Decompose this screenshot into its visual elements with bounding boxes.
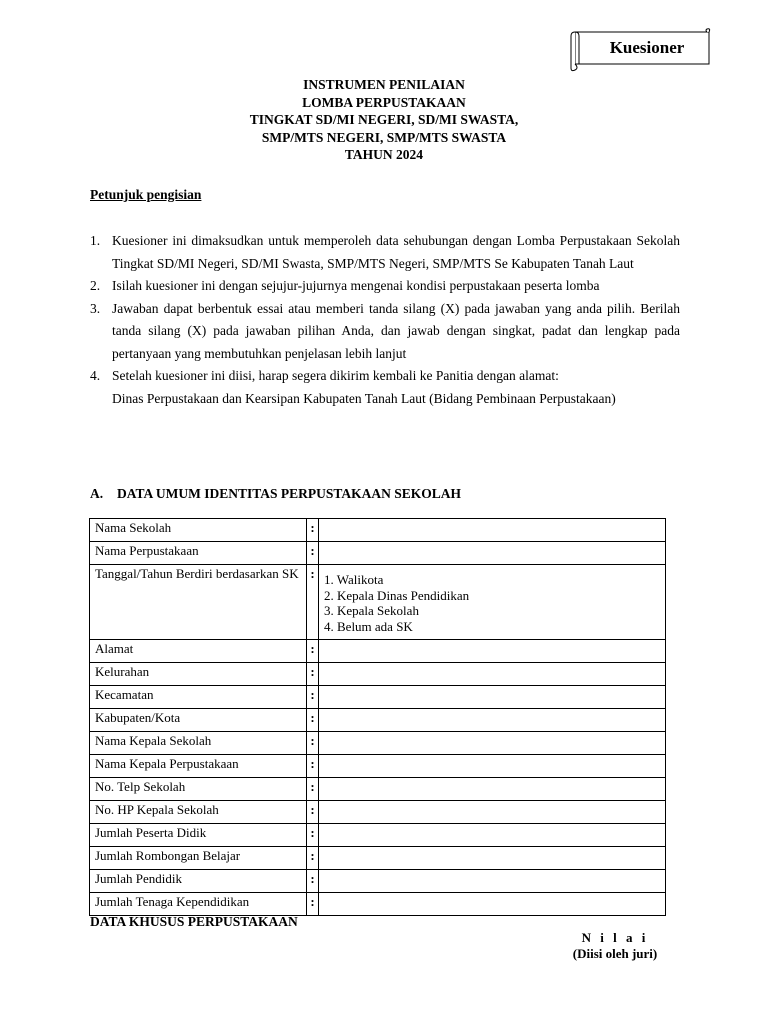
instruction-number: 2.: [90, 278, 101, 293]
table-row: [90, 640, 666, 663]
instruction-text: Kuesioner ini dimaksudkan untuk memperoleh data sehubungan dengan Lomba Perpustakaan Sekolah Tingkat SD/MI Negeri, SD/MI Swasta, SMP/MTS Negeri, SMP/MTS Se Kabupaten Tanah Laut: [112, 233, 680, 271]
field-value-cell[interactable]: [319, 732, 666, 755]
instruction-text: Setelah kuesioner ini diisi, harap segera dikirim kembali ke Panitia dengan alamat:: [112, 368, 559, 383]
field-label: Jumlah Pendidik: [90, 870, 307, 893]
instruction-number: 1.: [90, 233, 101, 248]
field-value-cell[interactable]: [319, 755, 666, 778]
document-title: [0, 76, 768, 164]
field-label: No. Telp Sekolah: [90, 778, 307, 801]
field-value-cell[interactable]: [319, 893, 666, 916]
table-row: [90, 565, 666, 640]
table-row: [90, 870, 666, 893]
field-colon: :: [307, 893, 319, 916]
instructions-heading: Petunjuk pengisian: [90, 187, 202, 202]
title-line: INSTRUMEN PENILAIAN: [303, 77, 465, 92]
instruction-text: Isilah kuesioner ini dengan sejujur-jujurnya mengenai kondisi perpustakaan peserta lomba: [112, 278, 600, 293]
table-row: [90, 893, 666, 916]
table-row: [90, 778, 666, 801]
field-colon: :: [307, 870, 319, 893]
sk-option[interactable]: 2. Kepala Dinas Pendidikan: [324, 587, 470, 603]
field-value-cell[interactable]: [319, 709, 666, 732]
field-colon: :: [307, 847, 319, 870]
field-value-cell[interactable]: [319, 870, 666, 893]
instruction-item: [90, 298, 680, 366]
table-row: [90, 732, 666, 755]
section-b-heading: DATA KHUSUS PERPUSTAKAAN: [90, 914, 298, 929]
instruction-item: [90, 275, 680, 298]
sk-options-list: [324, 566, 660, 634]
field-value-cell[interactable]: [319, 847, 666, 870]
field-colon: :: [307, 755, 319, 778]
section-title: DATA UMUM IDENTITAS PERPUSTAKAAN SEKOLAH: [117, 486, 462, 501]
instruction-item: [90, 365, 680, 410]
table-row: [90, 755, 666, 778]
score-box: [540, 930, 690, 962]
field-value-cell[interactable]: [319, 824, 666, 847]
instruction-number: 3.: [90, 300, 101, 316]
field-colon: :: [307, 565, 319, 640]
field-label: Jumlah Peserta Didik: [90, 824, 307, 847]
sk-option[interactable]: 3. Kepala Sekolah: [324, 603, 419, 618]
field-value-cell[interactable]: [319, 519, 666, 542]
instruction-item: [90, 230, 680, 275]
field-value-cell[interactable]: [319, 542, 666, 565]
field-label: Kabupaten/Kota: [90, 709, 307, 732]
score-label: N i l a i: [581, 930, 649, 945]
field-colon: :: [307, 542, 319, 565]
table-row: [90, 709, 666, 732]
field-value-cell[interactable]: [319, 663, 666, 686]
field-colon: :: [307, 519, 319, 542]
score-note: (Diisi oleh juri): [572, 946, 658, 961]
field-colon: :: [307, 801, 319, 824]
section-letter: A.: [90, 486, 104, 501]
field-label: Kecamatan: [90, 686, 307, 709]
table-row: [90, 824, 666, 847]
section-a-heading: [90, 486, 461, 502]
field-label: Nama Perpustakaan: [90, 542, 307, 565]
field-value-cell[interactable]: [319, 640, 666, 663]
field-colon: :: [307, 640, 319, 663]
table-row: [90, 847, 666, 870]
field-label: Nama Kepala Sekolah: [90, 732, 307, 755]
field-colon: :: [307, 824, 319, 847]
field-label: Nama Kepala Perpustakaan: [90, 755, 307, 778]
field-colon: :: [307, 709, 319, 732]
committee-address: Dinas Perpustakaan dan Kearsipan Kabupaten Tanah Laut (Bidang Pembinaan Perpustakaan): [112, 390, 616, 406]
instruction-number: 4.: [90, 368, 101, 383]
field-label: Nama Sekolah: [90, 519, 307, 542]
field-label: No. HP Kepala Sekolah: [90, 801, 307, 824]
table-row: [90, 686, 666, 709]
kuesioner-label: Kuesioner: [609, 38, 685, 57]
field-label: Tanggal/Tahun Berdiri berdasarkan SK: [90, 565, 307, 640]
field-label: Alamat: [90, 640, 307, 663]
title-line: LOMBA PERPUSTAKAAN: [302, 94, 466, 110]
field-label: Jumlah Tenaga Kependidikan: [90, 893, 307, 916]
table-row: [90, 519, 666, 542]
field-colon: :: [307, 686, 319, 709]
field-value-cell[interactable]: [319, 686, 666, 709]
title-line: TINGKAT SD/MI NEGERI, SD/MI SWASTA,: [249, 112, 519, 127]
table-row: [90, 542, 666, 565]
field-colon: :: [307, 732, 319, 755]
table-row: [90, 801, 666, 824]
title-line: TAHUN 2024: [344, 147, 424, 162]
field-colon: :: [307, 778, 319, 801]
instructions-list: [90, 230, 680, 410]
sk-option[interactable]: 1. Walikota: [324, 572, 384, 587]
field-colon: :: [307, 663, 319, 686]
identity-table: [89, 518, 666, 916]
table-row: [90, 663, 666, 686]
instruction-text: Jawaban dapat berbentuk essai atau memberi tanda silang (X) pada jawaban yang anda pilih. Berilah tanda silang (X) pada jawaban pilihan Anda, dan jawab dengan singkat, padat dan lengkap pada pertanyaan yang membutuhkan penjelasan lebih lanjut: [112, 300, 680, 361]
title-line: SMP/MTS NEGERI, SMP/MTS SWASTA: [261, 129, 507, 145]
field-value-cell[interactable]: [319, 778, 666, 801]
sk-options-cell[interactable]: [319, 565, 666, 640]
kuesioner-badge: [567, 28, 713, 68]
field-label: Jumlah Rombongan Belajar: [90, 847, 307, 870]
field-value-cell[interactable]: [319, 801, 666, 824]
sk-option[interactable]: 4. Belum ada SK: [324, 618, 413, 634]
field-label: Kelurahan: [90, 663, 307, 686]
